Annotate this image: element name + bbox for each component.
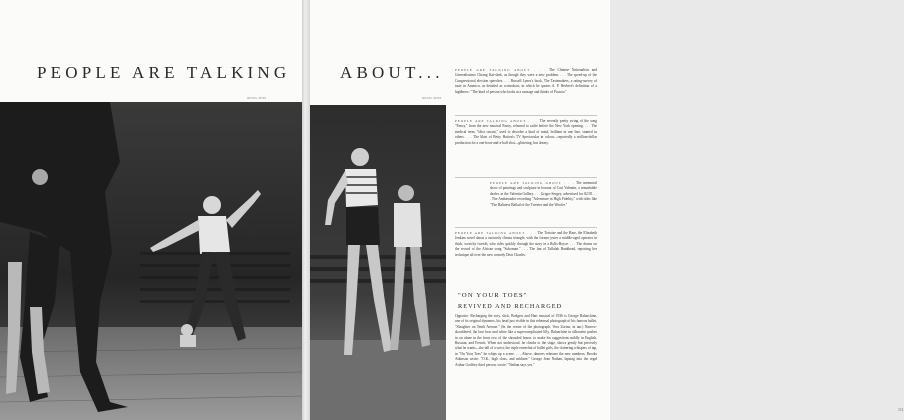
section-title: "ON YOUR TOES" — [458, 292, 528, 299]
talk-block-4 — [455, 231, 597, 258]
rehearsal-photo-graphic — [0, 102, 302, 420]
page-number: 111 — [898, 407, 904, 412]
dancers-photo-graphic — [310, 105, 446, 420]
talk-block-2 — [455, 119, 597, 146]
column-rule — [455, 177, 597, 178]
talk-lead-3: PEOPLE ARE TALKING ABOUT . . . — [490, 181, 575, 185]
talk-lead-1: PEOPLE ARE TALKING ABOUT . . . — [455, 68, 547, 72]
right-page — [310, 0, 904, 420]
talk-text-2: The recently pretty swing of the song "Fancy," from the new musical Fancy, released to radio before the New York opening. . . . The medical term, "idiot savant," used to describe a kind of mind, brilliant in one line, stunted in others. . . . The blast of Betty Hutton's TV Spectacular in colour—reportedly a million-dollar production for a one-hour-and-a-half shot—glittering, but dreary. — [455, 119, 597, 145]
column-rule — [455, 115, 597, 116]
column-rule — [455, 227, 597, 228]
talk-lead-4: PEOPLE ARE TALKING ABOUT . . . — [455, 231, 537, 235]
talk-text-4: The Tortoise and the Hare, the Elizabeth Jenkins novel about a curiously climax triangle, with the former jester a middle-aged operator in thick, scratchy tweeds, who rides quickly through the story in a Rolls-Royce. . . . The drums on the record of the African song "Sokoman." . . . The fun of Tallulah Bankhead, reporting her technique all over the new comedy Dear Charles. — [455, 231, 597, 257]
talk-text-1: The Chinese Nationalists and Generalissimo Chiang Kai-shek, as though they were a new problem. . . . The speed-up of the Congressional election speeches. . . . Russell Lynes's book, The Tastemakers, a rating-survey of taste in America, as detailed as scrimshaw, in which he quotes A. P. Herbert's definition of a highbrow: "The kind of person who looks at a sausage and thinks of Picasso." — [455, 68, 597, 94]
photo-credit-left: IRVING PENN — [247, 97, 267, 100]
headline-right: ABOUT... — [340, 63, 444, 82]
talk-block-3 — [490, 181, 597, 208]
dancers-photo — [310, 105, 446, 420]
section-body-text: Opposite: Recharging the racy, slick, Rodgers and Hart musical of 1936 is George Balanchine, one of its original dynamos, his head just visible in this rehearsal photograph of his famous ballet, "Slaughter on Tenth Avenue." (In the centre of the photograph, Vera Zorina, in tan.) Narrow-shouldered, the lace bow and white like a supercomplicated lilly, Balanchine in silhouette pushes in on alone in the front row of the shrouded house, to make his suggestions mildly in English, Russian, and French. When not understood, he climbs to the stage, shows gently but precisely what he wants—the fall of a wrist, the triple entrechat of ballet girls, the clattering whispers of tap, in "On Your Toes" he whips up a scene. . . . Above, dancers rehearse the new numbers; Brooks Atkinson wrote: "O.K., high class, and sublime." George Jean Nathan, lapsing into the regal Arthur Godfrey third person, wrote: "Nathan says yes." — [455, 314, 597, 367]
talk-lead-2: PEOPLE ARE TALKING ABOUT . . . — [455, 119, 539, 123]
dance-rehearsal-photo — [0, 102, 302, 420]
page-gutter — [302, 0, 310, 420]
headline-left: PEOPLE ARE TALKING — [37, 63, 291, 82]
talk-text-3: The memorial show of paintings and sculpture in honour of Curt Valentin, a remarkable dealer, at the Valentin Gallery. . . . Grigor-Sergey, advertised for $2.95. . . . The Ambassador recording "Adventure in High Fidelity," with titles like "The Balinese Ballad of the Tweeter and the Woofer." — [490, 181, 597, 207]
talk-block-1 — [455, 68, 597, 95]
photo-credit-right: IRVING PENN — [422, 97, 442, 100]
left-page — [0, 0, 302, 420]
section-subtitle: REVIVED AND RECHARGED — [458, 303, 563, 310]
